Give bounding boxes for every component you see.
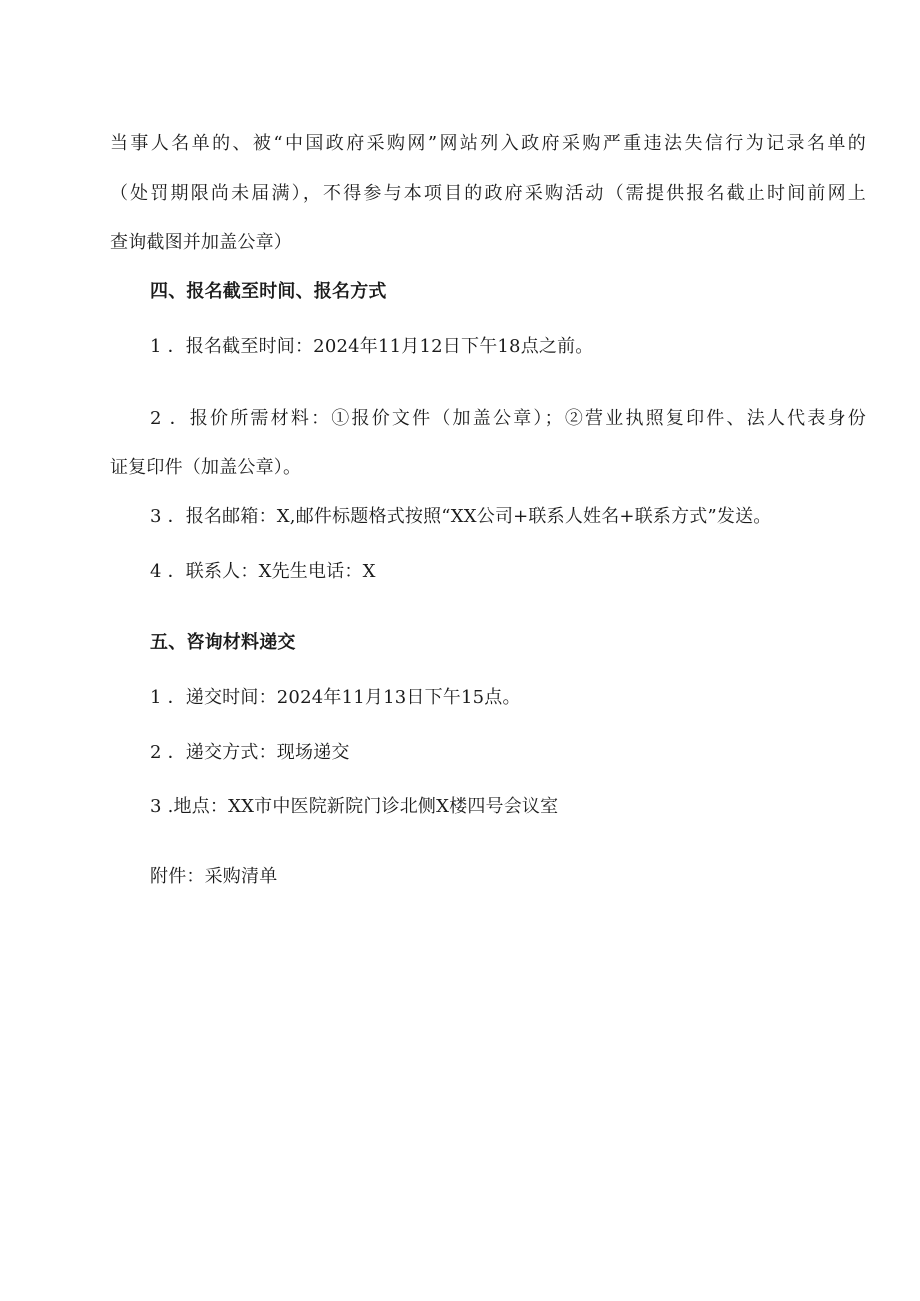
intro-line-2: （处罚期限尚未届满），不得参与本项目的政府采购活动（需提供报名截止时间前网上 (110, 183, 866, 204)
section5-heading: 五、咨询材料递交 (150, 632, 296, 653)
section5-item-1: 1 ．递交时间：2024年11月13日下午15点。 (150, 687, 521, 708)
section5-item-3: 3 .地点：XX市中医院新院门诊北侧X楼四号会议室 (150, 796, 559, 817)
section4-item-1: 1 ．报名截至时间：2024年11月12日下午18点之前。 (150, 336, 594, 357)
section4-item-3: 3 ．报名邮箱：X,邮件标题格式按照“XX公司+联系人姓名+联系方式”发送。 (150, 506, 772, 527)
intro-line-1: 当事人名单的、被“中国政府采购网”网站列入政府采购严重违法失信行为记录名单的 (110, 133, 866, 154)
section5-item-2: 2 ．递交方式：现场递交 (150, 742, 350, 763)
section4-item-4: 4 ．联系人：X先生电话：X (150, 561, 376, 582)
intro-line-3: 查询截图并加盖公章） (110, 232, 292, 253)
attachment-note: 附件：采购清单 (150, 866, 278, 887)
section4-item-2-line-2: 证复印件（加盖公章）。 (110, 457, 302, 478)
section4-item-2-line-1: 2 ．报价所需材料：①报价文件（加盖公章）；②营业执照复印件、法人代表身份 (150, 408, 866, 429)
section4-heading: 四、报名截至时间、报名方式 (150, 281, 387, 302)
